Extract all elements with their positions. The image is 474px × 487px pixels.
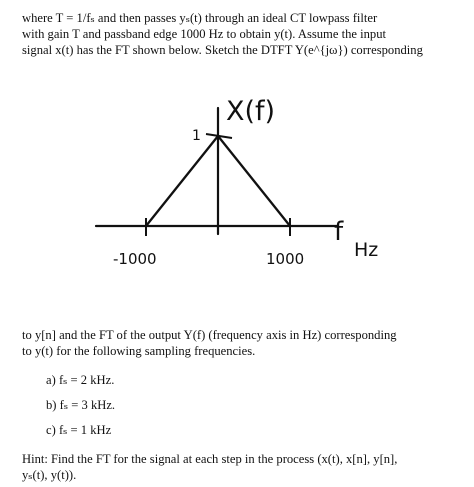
after-figure-paragraph <box>22 327 462 359</box>
axis-unit-label: Hz <box>354 239 379 261</box>
tick-label-left: -1000 <box>113 250 157 268</box>
after-figure-line: to y[n] and the FT of the output Y(f) (frequency axis in Hz) corresponding <box>22 328 397 342</box>
intro-line: where T = 1/fₛ and then passes yₛ(t) through an ideal CT lowpass filter <box>22 11 378 25</box>
intro-line: with gain T and passband edge 1000 Hz to obtain y(t). Assume the input <box>22 27 387 41</box>
option-label: b) <box>46 398 57 412</box>
option-text: fₛ = 2 kHz. <box>58 373 115 387</box>
after-figure-line: to y(t) for the following sampling frequencies. <box>22 344 256 358</box>
hint-paragraph <box>22 451 462 483</box>
option-c <box>46 422 111 438</box>
hint-line: yₛ(t), y(t)). <box>22 468 77 482</box>
option-label: a) <box>46 373 56 387</box>
intro-line: signal x(t) has the FT shown below. Sketch the DTFT Y(e^{jω}) corresponding <box>22 43 423 57</box>
tick-label-right: 1000 <box>266 250 305 268</box>
option-a <box>46 372 114 388</box>
option-text: fₛ = 1 kHz <box>58 423 112 437</box>
option-label: c) <box>46 423 56 437</box>
hint-line: Hint: Find the FT for the signal at each step in the process (x(t), x[n], y[n], <box>22 452 398 466</box>
axis-label-f: f <box>334 217 344 247</box>
option-b <box>46 397 115 413</box>
peak-label: 1 <box>192 128 201 144</box>
option-text: fₛ = 3 kHz. <box>59 398 116 412</box>
figure-title: X(f) <box>226 96 276 127</box>
